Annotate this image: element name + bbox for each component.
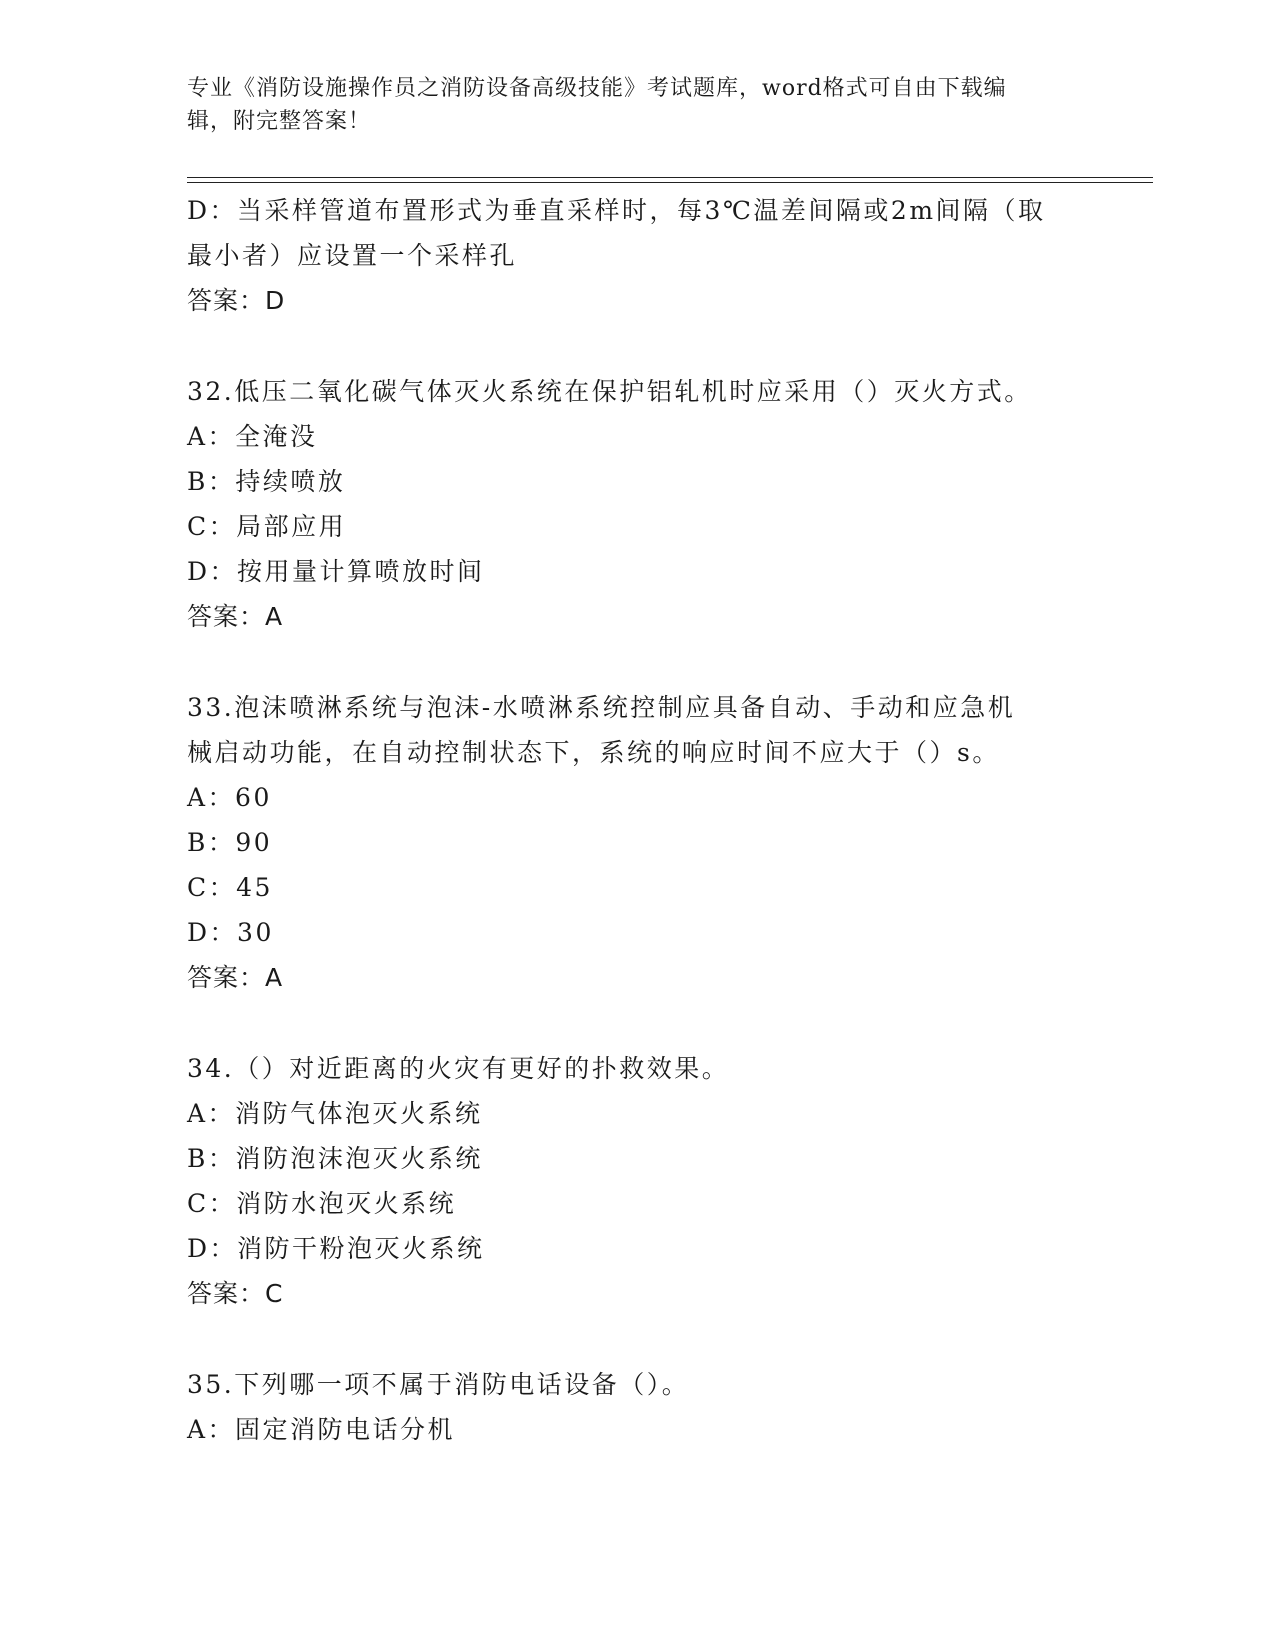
header-divider-top (187, 177, 1153, 178)
option-b: B：持续喷放 (187, 467, 346, 496)
option-c: C：局部应用 (187, 512, 347, 541)
answer-label: 答案：D (187, 286, 286, 315)
question-stem: 34.（）对近距离的火灾有更好的扑救效果。 (187, 1054, 730, 1083)
question-list (187, 188, 1087, 1452)
option-b: B：90 (187, 828, 273, 857)
spacer (187, 1316, 1087, 1362)
question-31-tail (187, 188, 1087, 323)
answer-label: 答案：C (187, 1279, 284, 1308)
option-a: A：60 (187, 783, 272, 812)
question-stem-line-1: 33.泡沫喷淋系统与泡沫-水喷淋系统控制应具备自动、手动和应急机 (187, 693, 1016, 722)
question-35 (187, 1362, 1087, 1452)
option-a: A：固定消防电话分机 (187, 1415, 456, 1444)
spacer (187, 323, 1087, 369)
question-stem: 35.下列哪一项不属于消防电话设备（）。 (187, 1370, 690, 1399)
answer-label: 答案：A (187, 602, 284, 631)
spacer (187, 1000, 1087, 1046)
document-header (187, 72, 1087, 138)
option-d-line-1: D：当采样管道布置形式为垂直采样时，每3℃温差间隔或2m间隔（取 (187, 196, 1046, 225)
question-34 (187, 1046, 1087, 1316)
header-line-2: 辑，附完整答案！ (187, 109, 372, 134)
header-divider-bottom (187, 182, 1153, 183)
option-d: D：30 (187, 918, 274, 947)
option-c: C：45 (187, 873, 273, 902)
question-33 (187, 685, 1087, 1000)
question-stem: 32.低压二氧化碳气体灭火系统在保护铝轧机时应采用（）灭火方式。 (187, 377, 1032, 406)
option-d-line-2: 最小者）应设置一个采样孔 (187, 241, 518, 270)
option-d: D：消防干粉泡灭火系统 (187, 1234, 485, 1263)
option-a: A：消防气体泡灭火系统 (187, 1099, 483, 1128)
option-c: C：消防水泡灭火系统 (187, 1189, 457, 1218)
option-b: B：消防泡沫泡灭火系统 (187, 1144, 483, 1173)
answer-label: 答案：A (187, 963, 284, 992)
header-line-1: 专业《消防设施操作员之消防设备高级技能》考试题库，word格式可自由下载编 (187, 76, 1007, 101)
option-d: D：按用量计算喷放时间 (187, 557, 485, 586)
question-stem-line-2: 械启动功能，在自动控制状态下，系统的响应时间不应大于（）s。 (187, 738, 1000, 767)
spacer (187, 639, 1087, 685)
question-32 (187, 369, 1087, 639)
option-a: A：全淹没 (187, 422, 318, 451)
